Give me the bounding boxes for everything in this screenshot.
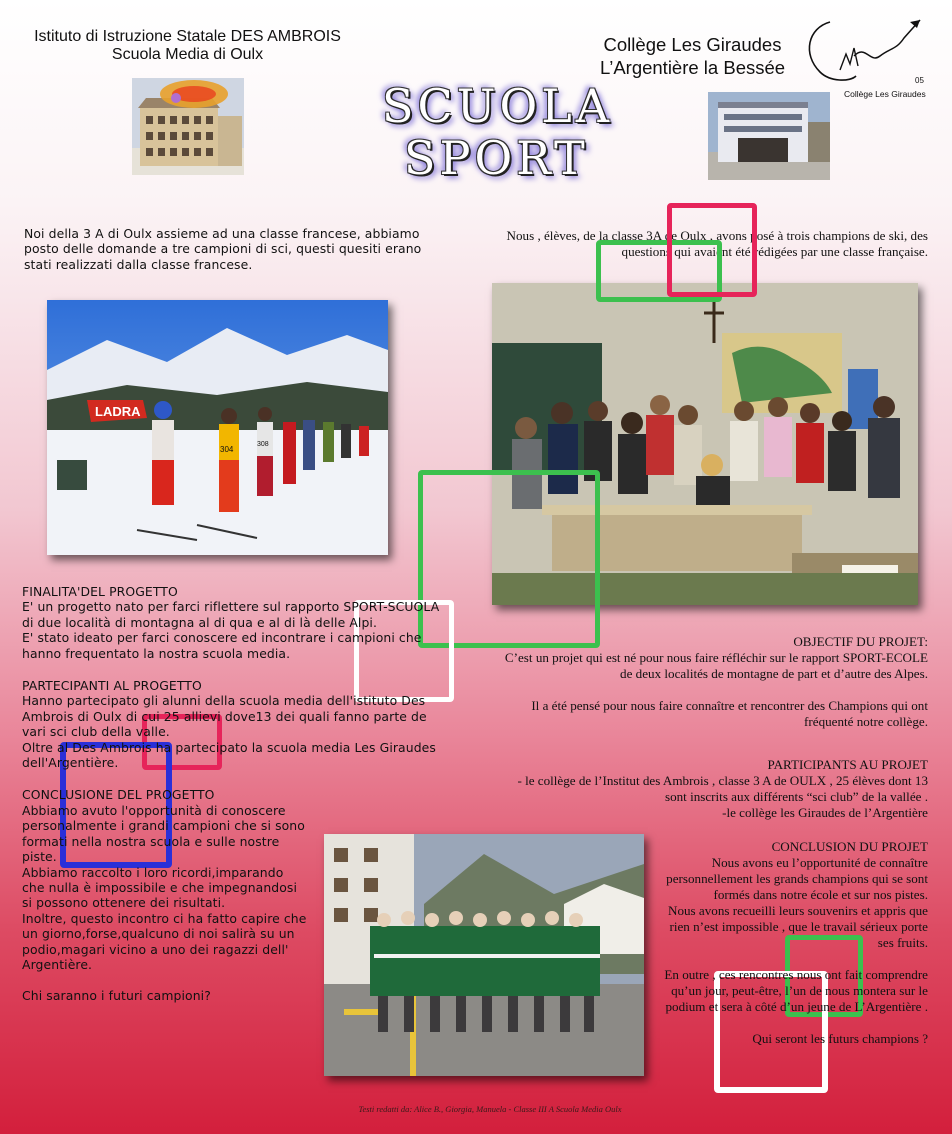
section-it-conclusion-body: Abbiamo avuto l'opportunità di conoscere personalmente i grandi campioni che si sono formati nella nostra scuola e sulle nostre piste. Abbiamo raccolto i loro ricordi,imparando che nulla è impossibile e che impegnandosi si possono ottenere dei risultati. Inoltre, questo incontro ci ha fatto capire che un giorno,forse,qualcuno di noi salirà su un podio,magari vicino a uno dei ragazzi dell' Argentière. Chi saranno i futuri campioni?	[22, 802, 307, 1003]
section-it-conclusion	[22, 787, 307, 1003]
section-it-participants	[22, 678, 442, 770]
footer-credits: Testi redatti da: Alice B., Giorgia, Manuela - Classe III A Scuola Media Oulx	[358, 1104, 622, 1114]
group-outdoor-photo	[324, 834, 644, 1076]
french-section-participants	[496, 757, 928, 821]
ski-banner-text: LADRA	[95, 404, 141, 419]
section-it-objective-body: E' un progetto nato per farci riflettere sul rapporto SPORT-SCUOLA di due località di montagna al di qua e al di là delle Alpi. E' stato ideato per farci conoscere ed incontrare i campioni che hanno frequentato la nostra scuola media.	[22, 599, 440, 661]
section-fr-participants-heading: PARTICIPANTS AU PROJET	[767, 757, 928, 772]
section-fr-conclusion-heading: CONCLUSION DU PROJET	[771, 839, 928, 854]
school-it-name	[10, 28, 365, 64]
school-it-line1: Istituto di Istruzione Statale DES AMBROIS	[34, 28, 341, 45]
section-fr-conclusion-body: Nous avons eu l’opportunité de connaître personnellement les grands champions qui se sont formés dans notre école et sur nos pistes. Nous avons recueilli leurs souvenirs et appris que rien n’est impossible , que le travail sérieux porte ses fruits. En outre , ces rencontres nous ont fait comprendre qu’un jour, peut-être, l’un de nous montera sur le podium et sera à côté d’un jeune de L’Argentière . Qui seront les futurs champions ?	[664, 855, 928, 1046]
red-square-top	[667, 203, 757, 297]
giraudes-building-image	[708, 92, 830, 180]
mountain-arrow-logo-icon	[800, 14, 930, 86]
section-it-participants-heading: PARTECIPANTI AL PROGETTO	[22, 678, 202, 694]
title-line1: SCUOLA	[382, 79, 613, 133]
school-fr-line2: L’Argentière la Bessée	[599, 57, 786, 78]
logo-number: 05	[915, 76, 924, 85]
intro-italian: Noi della 3 A di Oulx assieme ad una classe francese, abbiamo posto delle domande a tre campioni di sci, questi quesiti erano stati realizzati dalla classe francese.	[24, 226, 422, 272]
intro-french: Nous , élèves, de la classe 3A de Oulx , avons posé à trois champions de ski, des questions qui avaient été rédigées par une classe française.	[506, 228, 928, 259]
section-fr-objective-heading: OBJECTIF DU PROJET:	[793, 634, 928, 649]
section-it-objective-heading: FINALITA'DEL PROGETTO	[22, 584, 178, 599]
giraudes-logo	[800, 14, 930, 102]
french-section-conclusion	[655, 839, 928, 1047]
ski-bib-2: 308	[257, 441, 269, 448]
school-fr-name	[580, 33, 805, 79]
school-fr-line1: Collège Les Giraudes	[603, 34, 782, 55]
des-ambrois-building-image	[132, 78, 244, 175]
section-it-participants-body: Hanno partecipato gli alunni della scuola media dell'istituto Des Ambrois di Oulx di cui 25 allievi dove13 dei quali fanno parte de vari sci club della valle. Oltre al Des Ambrois ha partecipato la scuola media Les Giraudes dell'Argentière.	[22, 693, 436, 771]
title-line2: SPORT	[404, 131, 589, 185]
french-section-objective	[496, 634, 928, 730]
poster-title	[382, 79, 613, 185]
section-fr-participants-body: - le collège de l’Institut des Ambrois , classe 3 A de OULX , 25 élèves dont 13 sont inscrits aux différents “sci club” de la vallée . -le collège les Giraudes de l’Argentière	[517, 773, 928, 820]
ski-bib-1: 304	[220, 445, 234, 454]
section-fr-objective-body: C’est un projet qui est né pour nous faire réfléchir sur le rapport SPORT-ECOLE de deux localités de montagne de part et d’autre des Alpes. Il a été pensé pour nous faire connaître et rencontrer des Champions qui ont fréquenté notre collège.	[504, 650, 928, 729]
section-it-conclusion-heading: CONCLUSIONE DEL PROGETTO	[22, 787, 215, 803]
logo-caption: Collège Les Giraudes	[844, 89, 926, 99]
section-it-objective	[22, 584, 450, 661]
school-it-line2: Scuola Media di Oulx	[111, 46, 264, 63]
ski-race-photo	[47, 300, 388, 555]
